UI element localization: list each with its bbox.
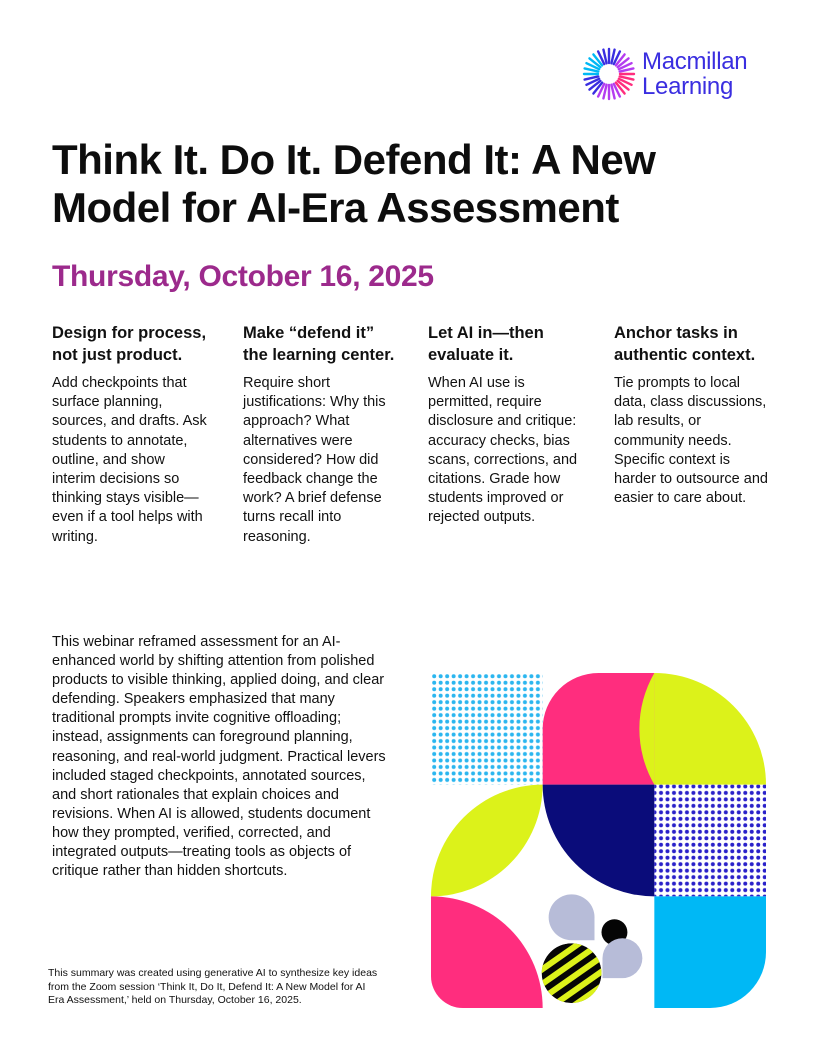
logo-line1: Macmillan — [642, 48, 748, 75]
geometric-pattern-illustration — [431, 673, 766, 1008]
page-title: Think It. Do It. Defend It: A New Model for AI-Era Assessment — [52, 136, 656, 231]
column-defend-it — [243, 322, 403, 547]
column-design-for-process — [52, 322, 212, 547]
column-heading: Design for process, not just product. — [52, 324, 207, 364]
navy-leaf-center — [543, 785, 655, 897]
lime-leaf-top-right — [654, 673, 766, 785]
column-body: When AI use is permitted, require disclosure and critique: accuracy checks, bias scans, corrections, and citations. Grade how students improved or rejected outputs. — [428, 375, 578, 526]
pink-quarter-shape — [543, 673, 655, 785]
column-let-ai-in — [428, 322, 588, 528]
column-authentic-context — [614, 322, 774, 508]
column-body: Tie prompts to local data, class discussions, lab results, or community needs. Specific context is harder to outsource and easier to care about. — [614, 375, 768, 507]
cyan-dot-square — [431, 673, 543, 785]
logo-wordmark — [642, 49, 747, 99]
sunburst-logo-icon — [582, 47, 636, 101]
sky-quarter-bottom-right — [654, 896, 766, 1008]
lavender-drop — [602, 938, 642, 978]
pink-leaf-bottom-left — [431, 896, 543, 1008]
column-body: Require short justifications: Why this approach? What alternatives were considered? How did feedback change the work? A brief defense turns recall into reasoning. — [243, 375, 386, 545]
lavender-petal — [549, 894, 595, 940]
event-date: Thursday, October 16, 2025 — [52, 260, 434, 293]
lime-leaf-left — [431, 785, 543, 897]
column-heading: Let AI in—then evaluate it. — [428, 324, 544, 364]
blue-dot-square — [654, 785, 766, 897]
column-heading: Make “defend it” the learning center. — [243, 324, 395, 364]
column-body: Add checkpoints that surface planning, sources, and drafts. Ask students to annotate, outline, and show interim decisions so thinking stays visible—even if a tool helps with writing. — [52, 375, 207, 545]
macmillan-logo — [582, 45, 772, 105]
webinar-summary: This webinar reframed assessment for an AI-enhanced world by shifting attention from polished products to visible thinking, applied doing, and clear defending. Speakers emphasized that many traditional prompts invite cognitive offloading; instead, assignments can foreground planning, reasoning, and real-world judgment. Practical levers included staged checkpoints, annotated sources, and short rationales that explain choices and revisions. When AI is allowed, students document how they prompted, verified, corrected, and integrated outputs—treating tools as objects of critique rather than hidden shortcuts. — [52, 634, 386, 880]
column-heading: Anchor tasks in authentic context. — [614, 324, 756, 364]
logo-line2: Learning — [642, 73, 734, 100]
ai-disclaimer: This summary was created using generative AI to synthesize key ideas from the Zoom session ‘Think It, Do It, Defend It: A New Model for AI Era Assessment,’ held on Thursday, October 16, 2025. — [48, 967, 378, 1007]
